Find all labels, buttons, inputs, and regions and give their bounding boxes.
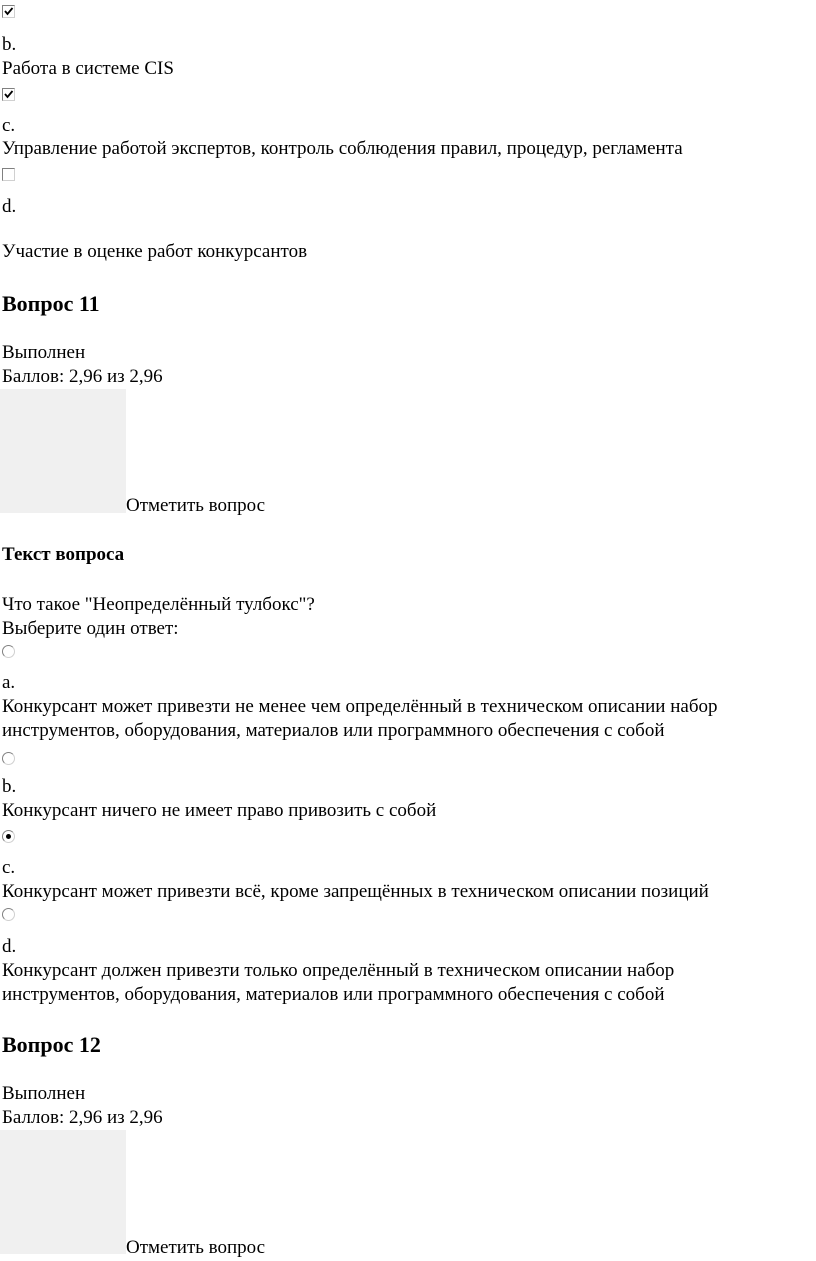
question-11-heading: Вопрос 11	[2, 291, 100, 316]
option-d-text: Участие в оценке работ конкурсантов	[2, 241, 308, 262]
question-11-text: Что такое "Неопределённый тулбокс"?	[2, 594, 315, 615]
option-b-checkbox[interactable]	[2, 5, 15, 18]
question-12-heading: Вопрос 12	[2, 1032, 101, 1057]
option-b-letter: b.	[2, 34, 17, 55]
q11-option-a-radio[interactable]	[2, 645, 15, 658]
q11-option-a-text-line2: инструментов, оборудования, материалов или программного обеспечения с собой	[2, 720, 665, 741]
checkmark-icon	[3, 6, 14, 17]
question-11-prompt: Выберите один ответ:	[2, 618, 179, 639]
question-11-status: Выполнен	[2, 342, 86, 363]
q11-option-b-radio[interactable]	[2, 752, 15, 765]
q11-option-a-letter: a.	[2, 672, 16, 693]
q11-option-b-letter: b.	[2, 776, 17, 797]
question-11-score: Баллов: 2,96 из 2,96	[2, 366, 163, 387]
q11-option-a-text-line1: Конкурсант может привезти не менее чем определённый в техническом описании набор	[2, 696, 718, 717]
q11-option-c-text: Конкурсант может привезти всё, кроме запрещённых в техническом описании позиций	[2, 881, 709, 902]
q11-option-d-text-line2: инструментов, оборудования, материалов или программного обеспечения с собой	[2, 984, 665, 1005]
question-11-flag-link[interactable]: Отметить вопрос	[126, 495, 266, 516]
question-11-flag-area	[0, 389, 126, 513]
question-12-score: Баллов: 2,96 из 2,96	[2, 1107, 163, 1128]
option-c-letter: c.	[2, 115, 16, 136]
question-12-flag-area	[0, 1130, 126, 1254]
question-11-text-heading: Текст вопроса	[2, 544, 125, 565]
checkmark-icon	[3, 89, 14, 100]
q11-option-b-text: Конкурсант ничего не имеет право привозить с собой	[2, 800, 437, 821]
question-12-status: Выполнен	[2, 1083, 86, 1104]
q11-option-d-letter: d.	[2, 936, 17, 957]
q11-option-d-text-line1: Конкурсант должен привезти только определённый в техническом описании набор	[2, 960, 675, 981]
question-12-flag-link[interactable]: Отметить вопрос	[126, 1237, 266, 1258]
option-d-letter: d.	[2, 196, 17, 217]
option-b-text: Работа в системе CIS	[2, 58, 174, 79]
radio-selected-dot-icon	[6, 834, 11, 839]
q11-option-c-letter: c.	[2, 857, 16, 878]
option-c-checkbox[interactable]	[2, 88, 15, 101]
q11-option-c-radio[interactable]	[2, 830, 15, 843]
q11-option-d-radio[interactable]	[2, 908, 15, 921]
option-c-text: Управление работой экспертов, контроль соблюдения правил, процедур, регламента	[2, 138, 683, 159]
option-d-checkbox[interactable]	[2, 168, 15, 181]
